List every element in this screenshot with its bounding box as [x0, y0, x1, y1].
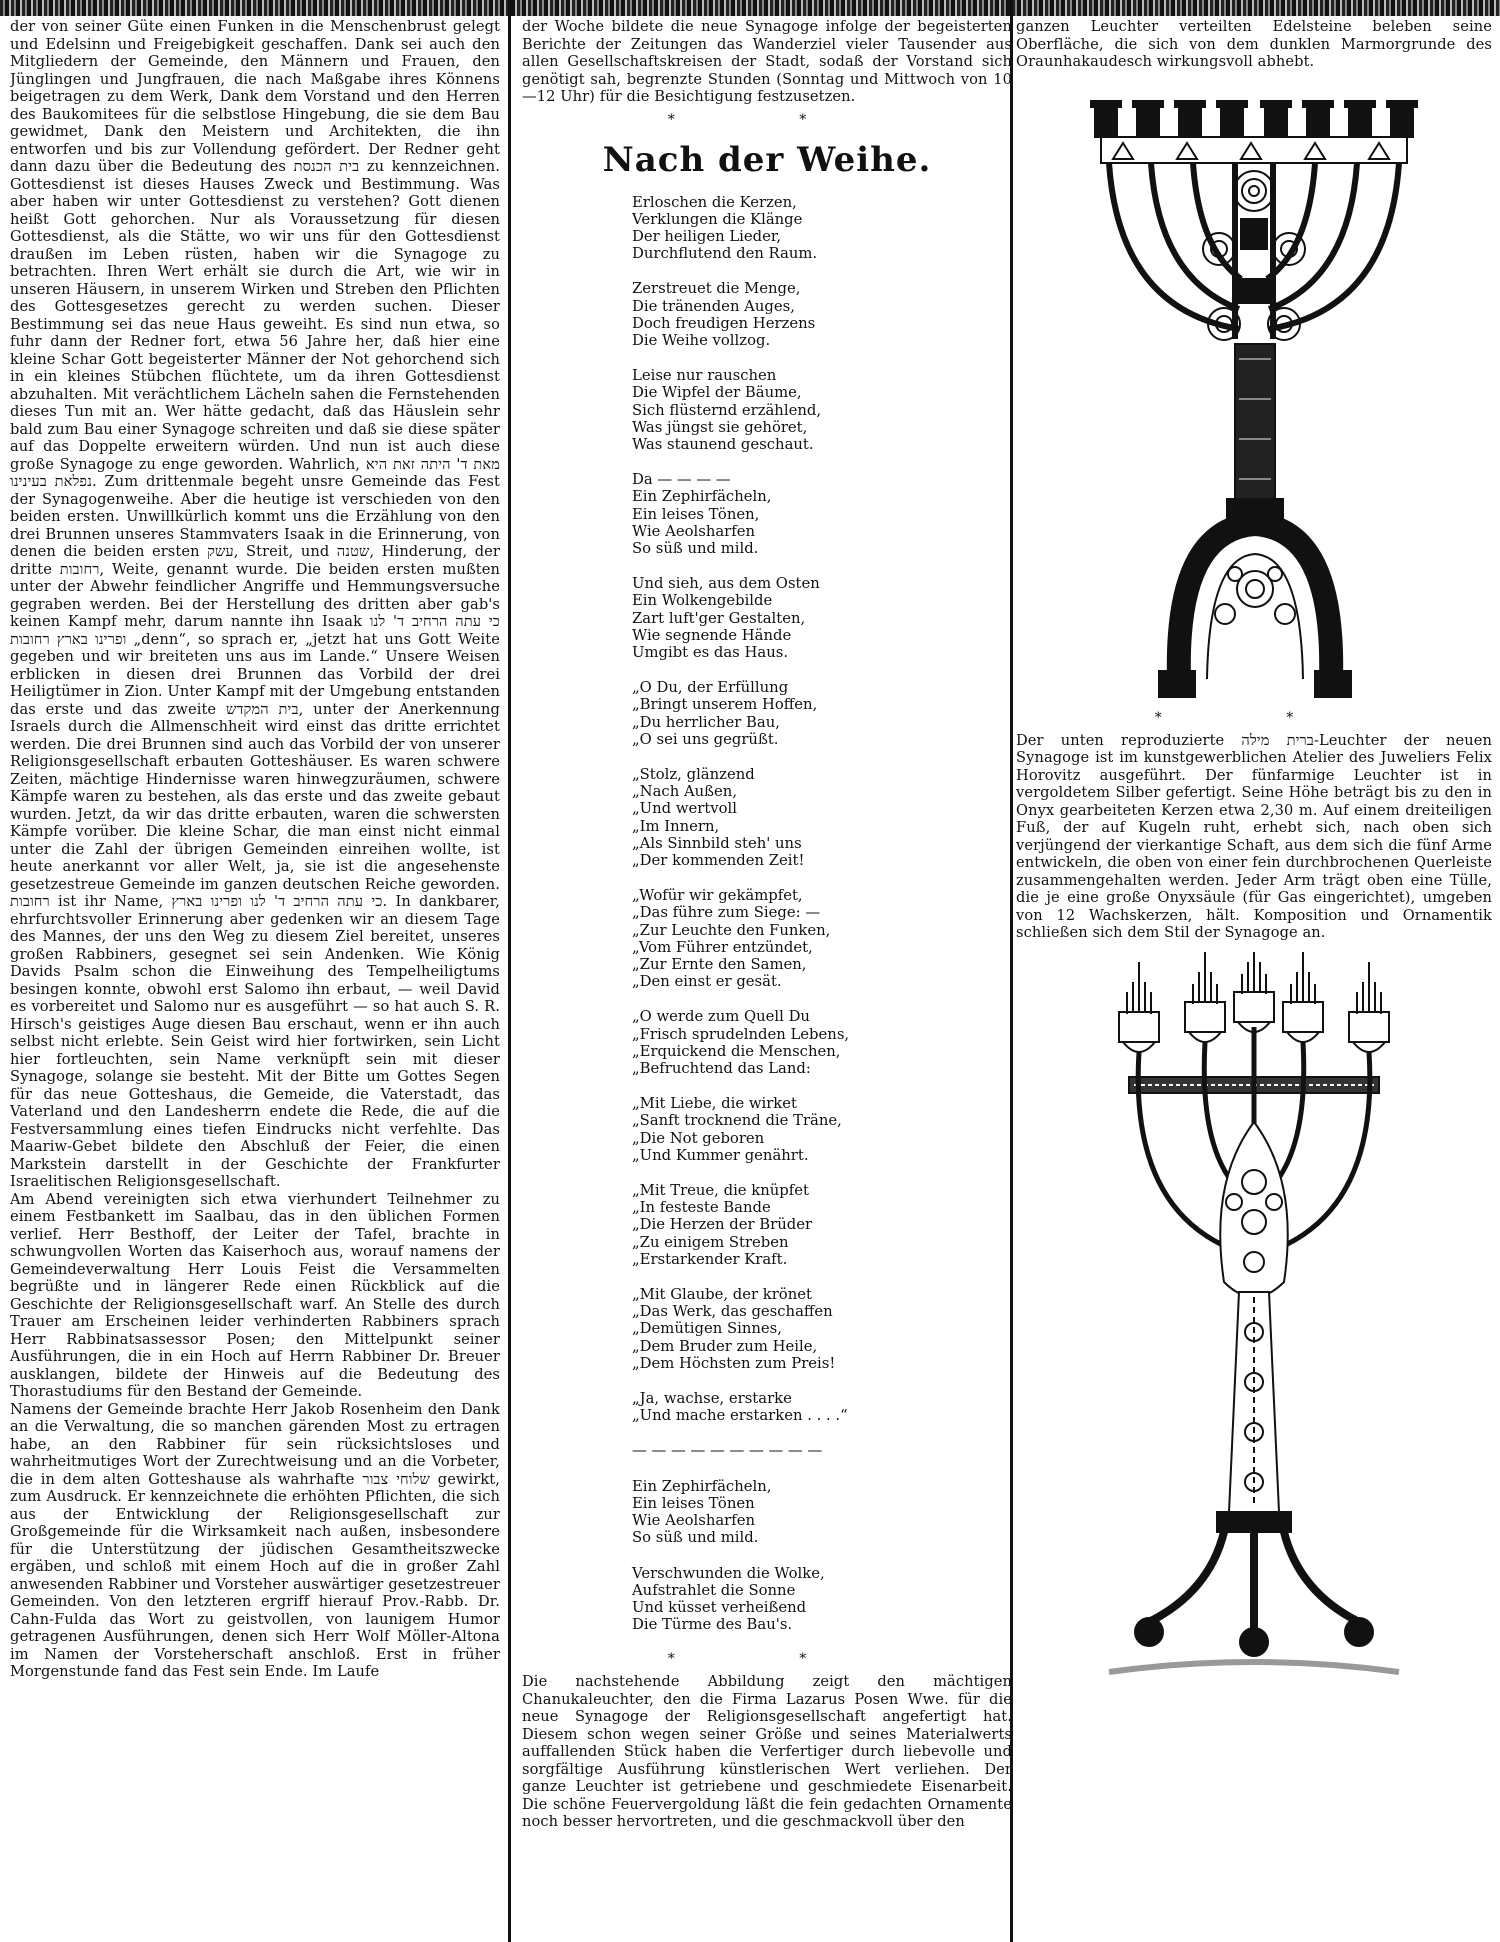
column-rule-left	[508, 0, 511, 1942]
article-body-left: der von seiner Güte einen Funken in die Menschenbrust gelegt und Edelsinn und Freigebigkeit geschaffen. Dank sei auch den Mitgliedern der Gemeinde, den Männern und Frauen, den Jünglingen und Jungfrauen, die nach Maßgabe ihres Könnens beigetragen zu dem Werk, Dank dem Vorstand und den Herren des Baukomitees für die selbstlose Hingebung, die sie dem Bau gewidmet, Dank den Meistern und Architekten, die ihn entworfen und bis zur Vollendung gefördert. Der Redner geht dann dazu über die Bedeutung des בית הכנסת zu kennzeichnen. Gottesdienst ist dieses Hauses Zweck und Bestimmung. Was aber haben wir unter Gottesdienst zu verstehen? Gott dienen heißt Gott gehorchen. Nur als Voraussetzung für diesen Gottesdienst, als die Stätte, wo wir uns für den Gottesdienst draußen im Leben rüsten, haben wir die Synagoge zu betrachten. Ihren Wert erhält sie durch die Art, wie wir in unseren Häusern, in unserem Wirken und Streben den Pflichten des Gottesgesetzes gerecht zu werden suchen. Dieser Bestimmung sei das neue Haus geweiht. Es sind nun etwa, so fuhr dann der Redner fort, etwa 56 Jahre her, daß hier eine kleine Schar Gott begeisterter Männer der Not gehorchend sich in ein kleines Stübchen flüchtete, um da ihren Gottesdienst abzuhalten. Mit verächtlichem Lächeln sahen die Fernstehenden dieses Tun mit an. Wer hätte gedacht, daß das Häuslein sehr bald zum Bau einer Synagoge schreiten und daß sie diese später auf das Doppelte erweitern würden. Und nun ist auch diese große Synagoge zu enge geworden. Wahrlich, מאת ד' היתה זאת היא נפלאת בעינינו. Zum drittenmale begeht unsre Gemeinde das Fest der Synagogenweihe. Aber die heutige ist verschieden von den beiden ersten. Unwillkürlich kommt uns die Erzählung von den drei Brunnen unseres Stammvaters Isaak in die Erinnerung, von denen die beiden ersten עשק, Streit, und שטנה, Hinderung, der dritte רחובות, Weite, genannt wurde. Die beiden ersten mußten unter der Abwehr feindlicher Angriffe und Hemmungsversuche gegraben werden. Bei der Herstellung des dritten aber gab's keinen Kampf mehr, darum nannte ihn Isaak כי עתה הרחיב ד' לנו ופרינו בארץ רחובות „denn“, so sprach er, „jetzt hat uns Gott Weite gegeben und wir breiteten uns aus im Lande.“ Unsere Weisen erblicken in diesen drei Brunnen das Vorbild der drei Heiligtümer in Zion. Unter Kampf mit der Umgebung entstanden das erste und das zweite בית המקדש, unter der Anerkennung Israels durch die Allmenschheit wird einst das dritte errichtet werden. Die drei Brunnen sind auch das Vorbild der von unserer Religionsgesellschaft erbauten Gotteshäuser. Es waren schwere Zeiten, mächtige Hindernisse waren hinwegzuräumen, schwere Kämpfe waren zu bestehen, als das erste und das zweite gebaut wurden. Jetzt, da wir das dritte erbauten, waren die schwersten Kämpfe vorüber. Die kleine Schar, die man einst nicht einmal unter die Zahl der übrigen Gemeinden einreihen wollte, ist heute anerkannt vor aller Welt, ja, sie ist die angesehenste gesetzestreue Gemeinde im ganzen deutschen Reiche geworden. רחובות ist ihr Name, כי עתה הרחיב ד' לנו ופרינו בארץ. In dankbarer, ehrfurchtsvoller Erinnerung aber gedenken wir an diesem Tage des Mannes, der uns den Weg zu diesem Ziel bereitet, unseres großen Rabbiners, gesegnet sei sein Andenken. Wie König Davids Psalm schon die Einweihung des Tempelheiligtums besingen konnte, obwohl erst Salomo ihn erbaut, — weil David es vorbereitet und Salomo nur es ausgeführt — so hat auch S. R. Hirsch's geistiges Auge diesen Bau erschaut, wenn er ihn auch selbst nicht erlebte. Sein Geist wird hier fortwirken, sein Licht hier fortleuchten, sein Name verknüpft sein mit dieser Synagoge, solange sie besteht. Mit der Bitte um Gottes Segen für das neue Gotteshaus, die Gemeide, die Vaterstadt, das Vaterland und den Landesherrn endete die Rede, die auf die Festversammlung eines tiefen Eindrucks nicht verfehlte. Das Maariw-Gebet bildete den Abschluß der Feier, die einen Markstein darstellt in der Geschichte der Frankfurter Israelitischen Religionsgesellschaft. Am Abend vereinigten sich etwa vierhundert Teilnehmer zu einem Festbankett im Saalbau, das in den üblichen Formen verlief. Herr Besthoff, der Leiter der Tafel, brachte in schwungvollen Worten das Kaiserhoch aus, worauf namens der Gemeindeverwaltung Herr Louis Feist die Versammelten begrüßte und in längerer Rede einen Rückblick auf die Geschichte der Religionsgesellschaft warf. An Stelle des durch Trauer am Erscheinen leider verhinderten Rabbiners sprach Herr Rabbinatsassessor Posen; den Mittelpunkt seiner Ausführungen, die in ein Hoch auf Herrn Rabbiner Dr. Breuer ausklangen, bildete der Hinweis auf die Bedeutung des Thorastudiums für den Bestand der Gemeinde. Namens der Gemeinde brachte Herr Jakob Rosenheim den Dank an die Verwaltung, die so manchen gärenden Most zu ertragen habe, an den Rabbiner für sein rücksichtsloses und wahrheitmutiges Wort der Zurechtweisung und an die Vorbeter, die in dem alten Gotteshause als wahrhafte שלוחי צבור gewirkt, zum Ausdruck. Er kennzeichnete die erhöhten Pflichten, die sich aus der Entwicklung der Religionsgesellschaft zur Großgemeinde für die Wirksamkeit nach außen, insbesondere für die Unterstützung der jüdischen Gesamtheitszwecke ergäben, und schloß mit einem Hoch auf die in großer Zahl anwesenden Rabbiner und Vorsteher auswärtiger gesetzestreuer Gemeinden. Von den letzteren ergriff hierauf Prov.-Rabb. Dr. Cahn-Fulda das Wort zu geistvollen, von launigem Humor getragenen Ausführungen, denen sich Herr Wolf Möller-Altona im Namen der Vorsteherschaft anschloß. Erst in früher Morgenstunde fand das Fest sein Ende. Im Laufe	[10, 18, 500, 1680]
poem-stanza: Da — — — — Ein Zephirfächeln, Ein leises Tönen, Wie Aeolsharfen So süß und mild.	[632, 471, 772, 557]
poem-stanza: Zerstreuet die Menge, Die tränenden Auges, Doch freudigen Herzens Die Weihe vollzog.	[632, 280, 816, 349]
section-divider: * *	[667, 1651, 867, 1668]
illustration-caption: Der unten reproduzierte ברית מילה-Leuchter der neuen Synagoge ist im kunstgewerblichen Atelier des Juweliers Felix Horovitz ausgeführt. Der fünfarmige Leuchter ist in vergoldetem Silber gefertigt. Seine Höhe beträgt bis zu den in Onyx gearbeiteten Kerzen etwa 2,30 m. Auf einem dreiteiligen Fuß, der auf Kugeln ruht, erhebt sich, nach oben sich verjüngend der vierkantige Schaft, aus dem sich die fünf Arme entwickeln, die oben von einer fein durchbrochenen Querleiste zusammengehalten werden. Jeder Arm trägt oben eine Tülle, die je eine große Onyxsäule (für Gas eingerichtet), umgeben von 12 Wachskerzen, hält. Komposition und Ornamentik schließen sich dem Stil der Synagoge an.	[1016, 731, 1492, 941]
page-top-edge	[0, 0, 1500, 16]
poem-stanza: „Ja, wachse, erstarke „Und mache erstarken . . . .“	[632, 1390, 848, 1425]
poem-stanza: Leise nur rauschen Die Wipfel der Bäume, Sich flüsternd erzählend, Was jüngst sie gehöret, Was staunend geschaut.	[632, 367, 822, 453]
section-divider: * *	[667, 111, 867, 128]
article-body-middle-outro: Die nachstehende Abbildung zeigt den mächtigen Chanukaleuchter, den die Firma Lazarus Posen Wwe. für die neue Synagoge der Religionsgesellschaft angefertigt hat. Diesem schon wegen seiner Größe und seines Materialwerts auffallenden Stück haben die Verfertiger durch liebevolle und sorgfältige Ausführung künstlerischen Wert verliehen. Der ganze Leuchter ist getriebene und geschmiedete Eisenarbeit. Die schöne Feuervergoldung läßt die fein gedachten Ornamente noch besser hervortreten, und die geschmackvoll über den	[522, 1673, 1012, 1831]
poem-stanza: Und sieh, aus dem Osten Ein Wolkengebilde Zart luft'ger Gestalten, Wie segnende Hände Umgibt es das Haus.	[632, 575, 820, 661]
article-body-middle-intro: der Woche bildete die neue Synagoge infolge der begeisterten Berichte der Zeitungen das Wanderziel vieler Tausender aus allen Gesellschaftskreisen der Stadt, sodaß der Vorstand sich genötigt sah, begrenzte Stunden (Sonntag und Mittwoch von 10—12 Uhr) für die Besichtigung festzusetzen.	[522, 18, 1012, 105]
poem-stanza: „O Du, der Erfüllung „Bringt unserem Hoffen, „Du herrlicher Bau, „O sei uns gegrüßt.	[632, 679, 818, 748]
poem-stanza: „Mit Liebe, die wirket „Sanft trocknend die Träne, „Die Not geboren „Und Kummer genährt.	[632, 1095, 842, 1164]
poem-stanza: Ein Zephirfächeln, Ein leises Tönen Wie Aeolsharfen So süß und mild.	[632, 1477, 772, 1547]
poem-stanza: „O werde zum Quell Du „Frisch sprudelnden Lebens, „Erquickend die Menschen, „Befruchtend das Land:	[632, 1008, 850, 1078]
article-body-right-intro: ganzen Leuchter verteilten Edelsteine beleben seine Oberfläche, die sich von dem dunklen Marmorgrunde des Oraunhakaudesch wirkungsvoll abhebt.	[1016, 18, 1492, 70]
section-divider: * *	[1154, 709, 1354, 726]
poem-stanza: „Mit Treue, die knüpfet „In festeste Bande „Die Herzen der Brüder „Zu einigem Streben „Erstarkender Kraft.	[632, 1182, 813, 1268]
column-middle	[522, 18, 1012, 1938]
column-right	[1016, 18, 1492, 1938]
poem-stanza: Verschwunden die Wolke, Aufstrahlet die Sonne Und küsset verheißend Die Türme des Bau's.	[632, 1564, 825, 1634]
poem-title: Nach der Weihe.	[602, 139, 932, 180]
poem-stanza: „Mit Glaube, der krönet „Das Werk, das geschaffen „Demütigen Sinnes, „Dem Bruder zum Heile, „Dem Höchsten zum Preis!	[632, 1286, 836, 1372]
column-left	[10, 18, 500, 1938]
brit-mila-candelabrum-illustration	[1089, 952, 1419, 1692]
poem-stanza: „Wofür wir gekämpfet, „Das führe zum Siege: — „Zur Leuchte den Funken, „Vom Führer entzündet, „Zur Ernte den Samen, „Den einst er gesät.	[632, 887, 831, 991]
poem-stanza: — — — — — — — — — —	[632, 1442, 823, 1460]
poem	[632, 194, 1012, 1634]
chanuka-menorah-illustration	[1089, 79, 1419, 704]
poem-stanza: „Stolz, glänzend „Nach Außen, „Und wertvoll „Im Innern, „Als Sinnbild steh' uns „Der kommenden Zeit!	[632, 765, 805, 869]
poem-stanza: Erloschen die Kerzen, Verklungen die Klänge Der heiligen Lieder, Durchflutend den Raum.	[632, 193, 818, 263]
